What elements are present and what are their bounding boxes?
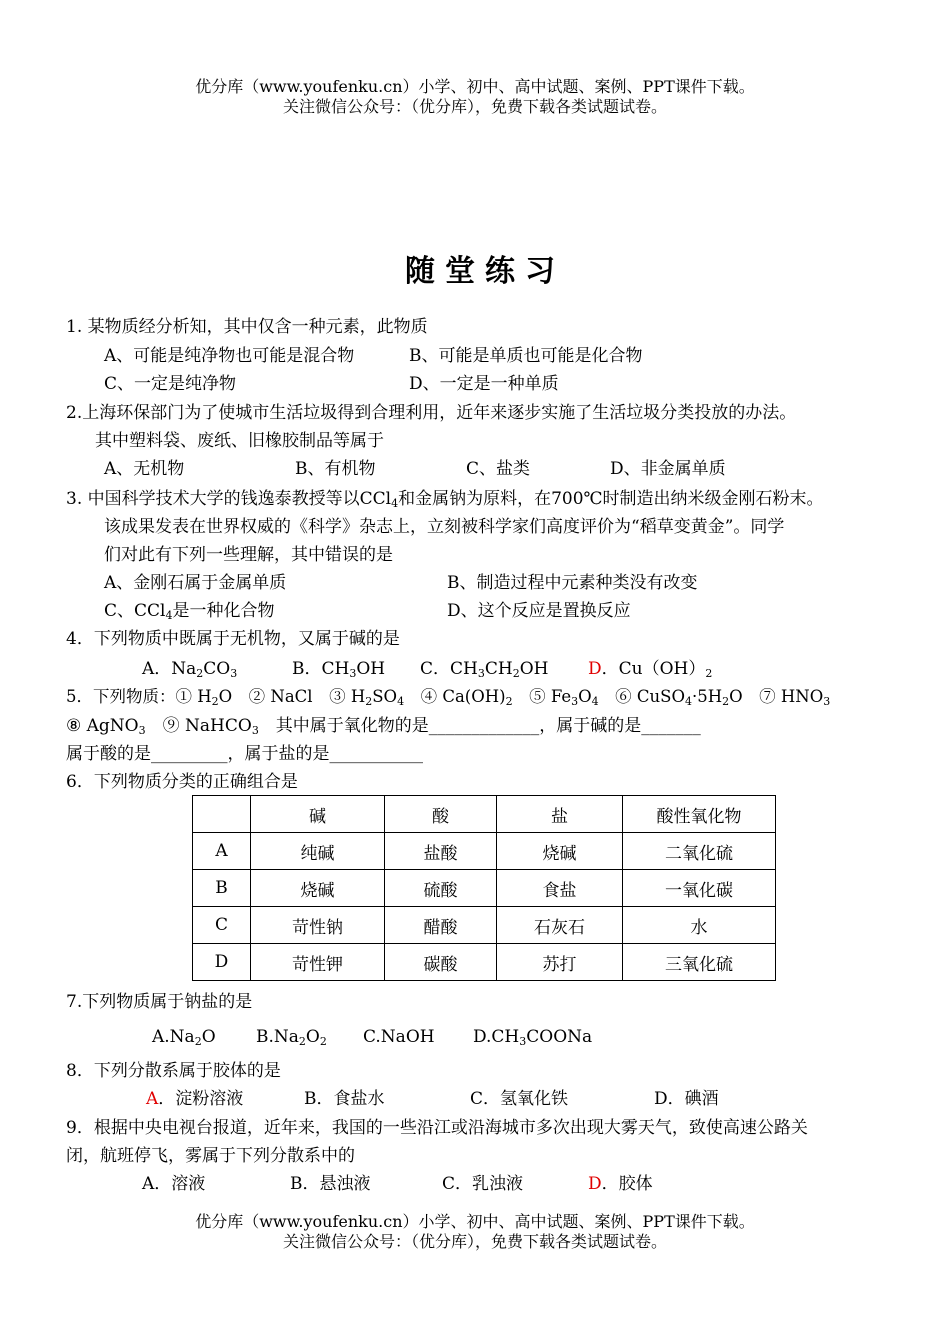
q8-stem: 8．下列分散系属于胶体的是 [66, 1061, 281, 1081]
q6-stem: 6．下列物质分类的正确组合是 [66, 772, 298, 792]
table-row [193, 944, 776, 981]
table-cell: 纯碱 [251, 833, 385, 870]
table-header-cell: 碱 [251, 796, 385, 833]
table-row [193, 870, 776, 907]
q9-option-a: A．溶液 [142, 1174, 206, 1194]
table-cell: 烧碱 [251, 870, 385, 907]
table-cell: 盐酸 [385, 833, 497, 870]
q4-option-b: B．$CH_3OH$ [292, 659, 386, 680]
q5-line-1: 5．下列物质：① $H_2O$ ② NaCl ③ $H_2SO_4$ ④ $Ca(OH)_2$ ⑤ $Fe_3O_4$ ⑥ $CuSO_4\cdot 5H_2O$ ⑦ $HNO_3$ [66, 687, 831, 708]
q9-answer-letter: D [588, 1174, 602, 1194]
header-line-1: 优分库（www.youfenku.cn）小学、初中、高中试题、案例、PPT课件下载。 [195, 77, 755, 96]
q8-option-a [146, 1088, 243, 1110]
q2-option-d: D、非金属单质 [610, 459, 726, 479]
table-header-row [193, 796, 776, 833]
q3-option-b: B、制造过程中元素种类没有改变 [447, 573, 698, 593]
table-cell: A [193, 833, 251, 870]
q2-option-c: C、盐类 [466, 459, 531, 479]
table-cell: 苏打 [497, 944, 623, 981]
table-row [193, 907, 776, 944]
q8-option-b: B．食盐水 [304, 1089, 385, 1109]
table-header-cell: 酸 [385, 796, 497, 833]
q3-stem-line-3: 们对此有下列一些理解，其中错误的是 [104, 545, 393, 565]
q4-option-a: A．$Na_2CO_3$ [142, 659, 238, 680]
q8-option-d: D．碘酒 [654, 1089, 719, 1109]
q7-stem: 7.下列物质属于钠盐的是 [66, 992, 253, 1012]
table-cell: 一氧化碳 [623, 870, 776, 907]
table-cell: 硫酸 [385, 870, 497, 907]
q1-stem: 1. 某物质经分析知，其中仅含一种元素，此物质 [66, 317, 428, 337]
q2-option-a: A、无机物 [104, 459, 185, 479]
q9-option-b: B．悬浊液 [290, 1174, 371, 1194]
q7-option-d: $D.CH_3COONa$ [473, 1027, 593, 1048]
table-cell: 碳酸 [385, 944, 497, 981]
q1-option-b: B、可能是单质也可能是化合物 [409, 346, 643, 366]
table-cell: 水 [623, 907, 776, 944]
table-cell: D [193, 944, 251, 981]
table-cell: 食盐 [497, 870, 623, 907]
q9-stem-line-1: 9．根据中央电视台报道，近年来，我国的一些沿江或沿海城市多次出现大雾天气，致使高速公路关 [66, 1118, 808, 1138]
table-cell: 醋酸 [385, 907, 497, 944]
q4-stem: 4．下列物质中既属于无机物，又属于碱的是 [66, 629, 400, 649]
page-title: 随堂练习 [405, 254, 565, 289]
table-header-cell: 盐 [497, 796, 623, 833]
q8-answer-letter: A [146, 1089, 159, 1109]
q3-option-d: D、这个反应是置换反应 [447, 601, 631, 621]
q4-answer-letter: D [588, 659, 602, 679]
q1-option-d: D、一定是一种单质 [409, 374, 559, 394]
q1-option-c: C、一定是纯净物 [104, 374, 237, 394]
table-row [193, 833, 776, 870]
q9-stem-line-2: 闭，航班停飞，雾属于下列分散系中的 [66, 1146, 355, 1166]
q2-stem-line-2: 其中塑料袋、废纸、旧橡胶制品等属于 [95, 431, 384, 451]
table-cell: 二氧化硫 [623, 833, 776, 870]
q3-option-a: A、金刚石属于金属单质 [104, 573, 287, 593]
q3-stem-line-2: 该成果发表在世界权威的《科学》杂志上，立刻被科学家们高度评价为“稻草变黄金”。同学 [104, 517, 785, 537]
q9-option-c: C．乳浊液 [442, 1174, 524, 1194]
table-cell: 苛性钾 [251, 944, 385, 981]
q3-option-c: C、CCl$_4$是一种化合物 [104, 601, 275, 622]
table-header-cell [193, 796, 251, 833]
q1-option-a: A、可能是纯净物也可能是混合物 [104, 346, 355, 366]
footer-line-1: 优分库（www.youfenku.cn）小学、初中、高中试题、案例、PPT课件下载。 [195, 1212, 755, 1231]
q9-option-d [588, 1173, 653, 1195]
table-header-cell: 酸性氧化物 [623, 796, 776, 833]
q7-option-b: $B.Na_2O_2$ [256, 1027, 327, 1048]
q9-option-d-text: ．胶体 [601, 1174, 653, 1194]
q8-option-a-text: ．淀粉溶液 [158, 1089, 244, 1109]
q2-option-b: B、有机物 [295, 459, 376, 479]
table-cell: 三氧化硫 [623, 944, 776, 981]
q8-option-c: C．氢氧化铁 [470, 1089, 569, 1109]
table-cell: 苛性钠 [251, 907, 385, 944]
q5-line-3: 属于酸的是_________，属于盐的是___________ [66, 744, 423, 764]
q3-stem-line-1: 3. 中国科学技术大学的钱逸泰教授等以CCl$_4$和金属钠为原料，在700℃时制造出纳米级金刚石粉末。 [66, 489, 824, 510]
q4-option-d [588, 658, 712, 680]
table-cell: 烧碱 [497, 833, 623, 870]
classification-table [192, 795, 776, 981]
q7-option-c: C.NaOH [363, 1027, 435, 1047]
q5-line-2: ⑧ AgNO$_3$ ⑨ NaHCO$_3$ 其中属于氧化物的是_____________，属于碱的是_______ [66, 716, 701, 737]
q2-stem-line-1: 2.上海环保部门为了使城市生活垃圾得到合理利用，近年来逐步实施了生活垃圾分类投放的办法。 [66, 403, 797, 423]
footer-line-2: 关注微信公众号：（优分库），免费下载各类试题试卷。 [282, 1232, 667, 1251]
q4-option-c: C．$CH_3CH_2OH$ [420, 659, 549, 680]
header-line-2: 关注微信公众号：（优分库），免费下载各类试题试卷。 [282, 97, 667, 116]
table-cell: C [193, 907, 251, 944]
table-cell: 石灰石 [497, 907, 623, 944]
q4-option-d-text: ．$Cu(OH)_2$ [601, 659, 713, 680]
q7-option-a: $A.Na_2O$ [152, 1027, 216, 1048]
table-cell: B [193, 870, 251, 907]
